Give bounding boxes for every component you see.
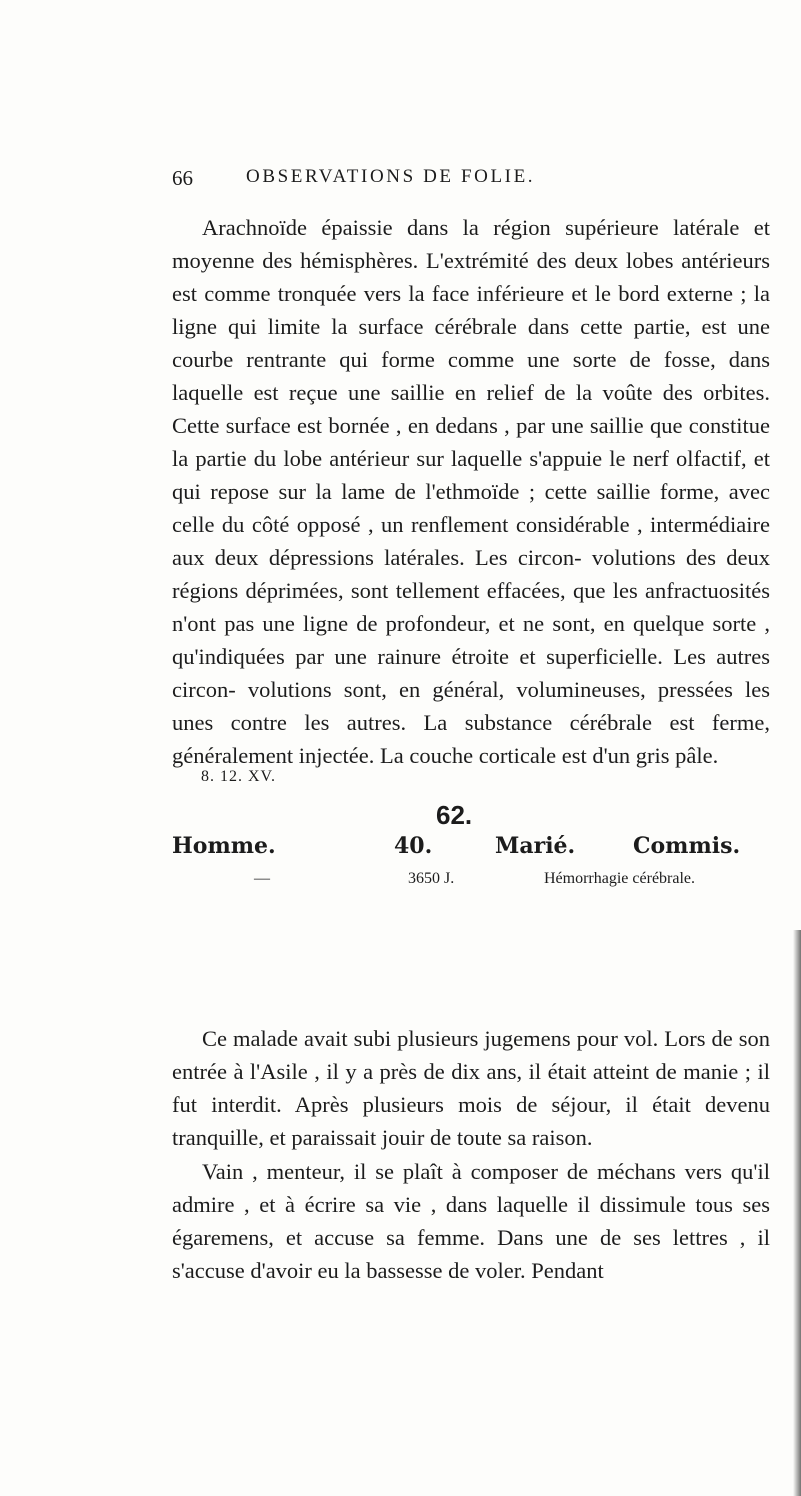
case-profession: Commis. (633, 833, 741, 859)
case-sex: Homme. (172, 833, 276, 859)
running-title: OBSERVATIONS DE FOLIE. (246, 166, 536, 187)
case-dash: — (254, 870, 270, 887)
case-cause: Hémorrhagie cérébrale. (544, 870, 696, 887)
case-fields (172, 833, 772, 865)
autopsy-paragraph: Arachnoïde épaissie dans la région supérieure latérale et moyenne des hémisphères. L'extrémité des deux lobes antérieurs est comme tronquée vers la face inférieure et le bord externe ; la ligne qui limite la surface cérébrale dans cette partie, est une courbe rentrante qui forme comme une sorte de fosse, dans laquelle est reçue une saillie en relief de la voûte des orbites. Cette surface est bornée , en dedans , par une saillie que constitue la partie du lobe antérieur sur laquelle s'appuie le nerf olfactif, et qui repose sur la lame de l'ethmoïde ; cette saillie forme, avec celle du côté opposé , un renflement considérable , intermédiaire aux deux dépressions latérales. Les circon- volutions des deux régions déprimées, sont tellement effacées, que les anfractuosités n'ont pas une ligne de profondeur, et ne sont, en quelque sorte , qu'indiquées par une rainure étroite et superficielle. Les autres circon- volutions sont, en général, volumineuses, pressées les unes contre les autres. La substance cérébrale est ferme, généralement injectée. La couche corticale est d'un gris pâle. (172, 215, 770, 768)
case-duration: 3650 J. (408, 870, 455, 887)
case-details (172, 870, 772, 896)
page-edge-shadow (793, 930, 801, 1496)
running-head (172, 166, 772, 196)
behavior-paragraph: Vain , menteur, il se plaît à composer de méchans vers qu'il admire , et à écrire sa vie , dans laquelle il dissimule tous ses égaremens, et accuse sa femme. Dans une de ses lettres , il s'accuse d'avoir eu la bassesse de voler. Pendant (172, 1159, 770, 1283)
page-number: 66 (172, 166, 193, 190)
case-reference: 8. 12. XV. (201, 768, 277, 785)
history-paragraph: Ce malade avait subi plusieurs jugemens pour vol. Lors de son entrée à l'Asile , il y a près de dix ans, il était atteint de manie ; il fut interdit. Après plusieurs mois de séjour, il était devenu tranquille, et paraissait jouir de toute sa raison. (172, 1026, 770, 1150)
case-civil-status: Marié. (495, 833, 576, 859)
case-age: 40. (394, 833, 433, 859)
case-number: 62. (436, 800, 473, 830)
